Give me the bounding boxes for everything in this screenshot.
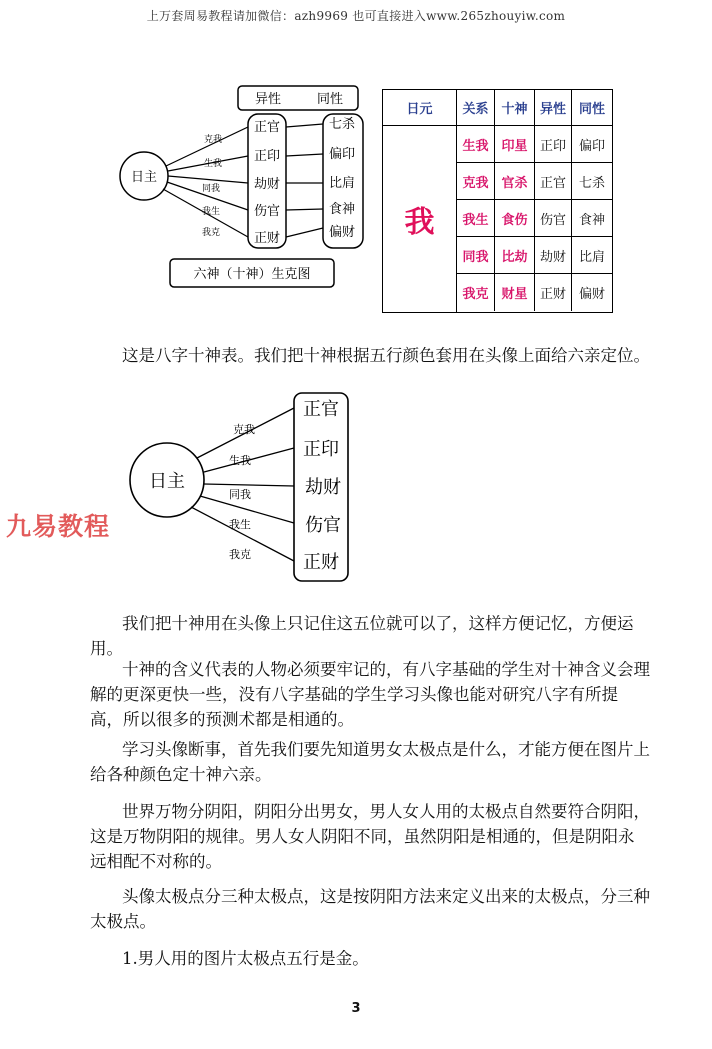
day-master-label: 日主	[149, 471, 185, 492]
table-cell: 克我	[457, 163, 495, 200]
self-cell: 我	[383, 126, 457, 312]
table-cell: 比肩	[572, 237, 612, 274]
page-header: 上万套周易教程请加微信：azh9969 也可直接进入www.265zhouyiw.com	[146, 9, 566, 23]
table-cell: 偏财	[578, 287, 605, 302]
table-cell: 我生	[457, 200, 495, 237]
god-label: 食神	[328, 202, 356, 217]
table-cell: 印星	[495, 126, 535, 163]
god-label: 正财	[303, 552, 339, 573]
table-cell: 七杀	[572, 163, 612, 200]
table-cell: 食神	[572, 200, 612, 237]
ten-gods-diagram	[118, 84, 368, 294]
table-cell: 食伤	[495, 200, 535, 237]
five-gods-diagram	[125, 388, 365, 588]
day-master-label: 日主	[130, 170, 158, 185]
table-cell: 正印	[535, 126, 572, 163]
relation-label: 同我	[202, 184, 221, 194]
paragraph: 十神的含义代表的人物必须要牢记的，有八字基础的学生对十神含义会理解的更深更快一些，没有八字基础的学生学习头像也能对研究八字有所提高，所以很多的预测术都是相通的。	[90, 660, 650, 729]
table-cell: 正财	[535, 274, 572, 311]
table-header: 十神	[495, 90, 535, 126]
paragraph: 头像太极点分三种太极点，这是按阴阳方法来定义出来的太极点，分三种太极点。	[90, 887, 650, 931]
page-number: 3	[351, 1001, 361, 1016]
god-label: 比肩	[328, 176, 356, 191]
table-cell: 生我	[457, 126, 495, 163]
relation-label: 克我	[233, 423, 255, 436]
god-label: 伤官	[305, 515, 341, 536]
table-cell: 同我	[457, 237, 495, 274]
table-header: 同性	[572, 90, 612, 126]
table-cell: 财星	[495, 274, 535, 311]
table-cell: 官杀	[495, 163, 535, 200]
table-caption: 这是八字十神表。我们把十神根据五行颜色套用在头像上面给六亲定位。	[122, 346, 650, 365]
god-label: 正印	[253, 149, 281, 164]
god-label: 正财	[253, 231, 281, 246]
ten-gods-table	[382, 89, 613, 313]
paragraph: 学习头像断事，首先我们要先知道男女太极点是什么，才能方便在图片上给各种颜色定十神六亲。	[90, 740, 650, 784]
paragraph: 我们把十神用在头像上只记住这五位就可以了，这样方便记忆，方便运用。	[90, 614, 634, 658]
relation-label: 同我	[229, 488, 251, 501]
paragraph: 世界万物分阴阳，阴阳分出男女，男人女人用的太极点自然要符合阴阳，这是万物阴阳的规律。男人女人阴阳不同，虽然阴阳是相通的，但是阴阳永远相配不对称的。	[90, 802, 650, 871]
label-opposite-gender: 异性	[254, 92, 282, 107]
god-label: 劫财	[253, 177, 281, 192]
relation-label: 我生	[202, 207, 221, 217]
watermark: 九易教程	[6, 512, 111, 541]
label-same-gender: 同性	[316, 92, 344, 107]
table-header: 日元	[383, 90, 457, 126]
table-header: 异性	[535, 90, 572, 126]
table-cell: 我克	[457, 274, 495, 311]
diagram-caption: 六神（十神）生克图	[193, 267, 311, 282]
god-label: 正官	[303, 399, 339, 420]
connector-lines	[163, 124, 323, 237]
relation-label: 克我	[204, 135, 223, 145]
table-cell: 劫财	[535, 237, 572, 274]
god-label: 偏印	[328, 147, 356, 162]
relation-label: 我生	[229, 518, 251, 531]
relation-label: 生我	[204, 159, 223, 169]
table-cell: 伤官	[535, 200, 572, 237]
god-label: 偏财	[328, 225, 356, 240]
god-label: 正印	[303, 439, 339, 460]
relation-label: 我克	[202, 228, 221, 238]
relation-label: 生我	[229, 454, 251, 467]
table-cell: 偏印	[572, 126, 612, 163]
paragraph: 1.男人用的图片太极点五行是金。	[122, 949, 369, 968]
god-label: 正官	[253, 120, 281, 135]
god-label: 劫财	[305, 477, 341, 498]
table-header: 关系	[457, 90, 495, 126]
relation-label: 我克	[229, 548, 251, 561]
god-label: 七杀	[328, 117, 356, 132]
god-label: 伤官	[253, 204, 281, 219]
table-cell: 比劫	[495, 237, 535, 274]
table-cell: 正官	[535, 163, 572, 200]
